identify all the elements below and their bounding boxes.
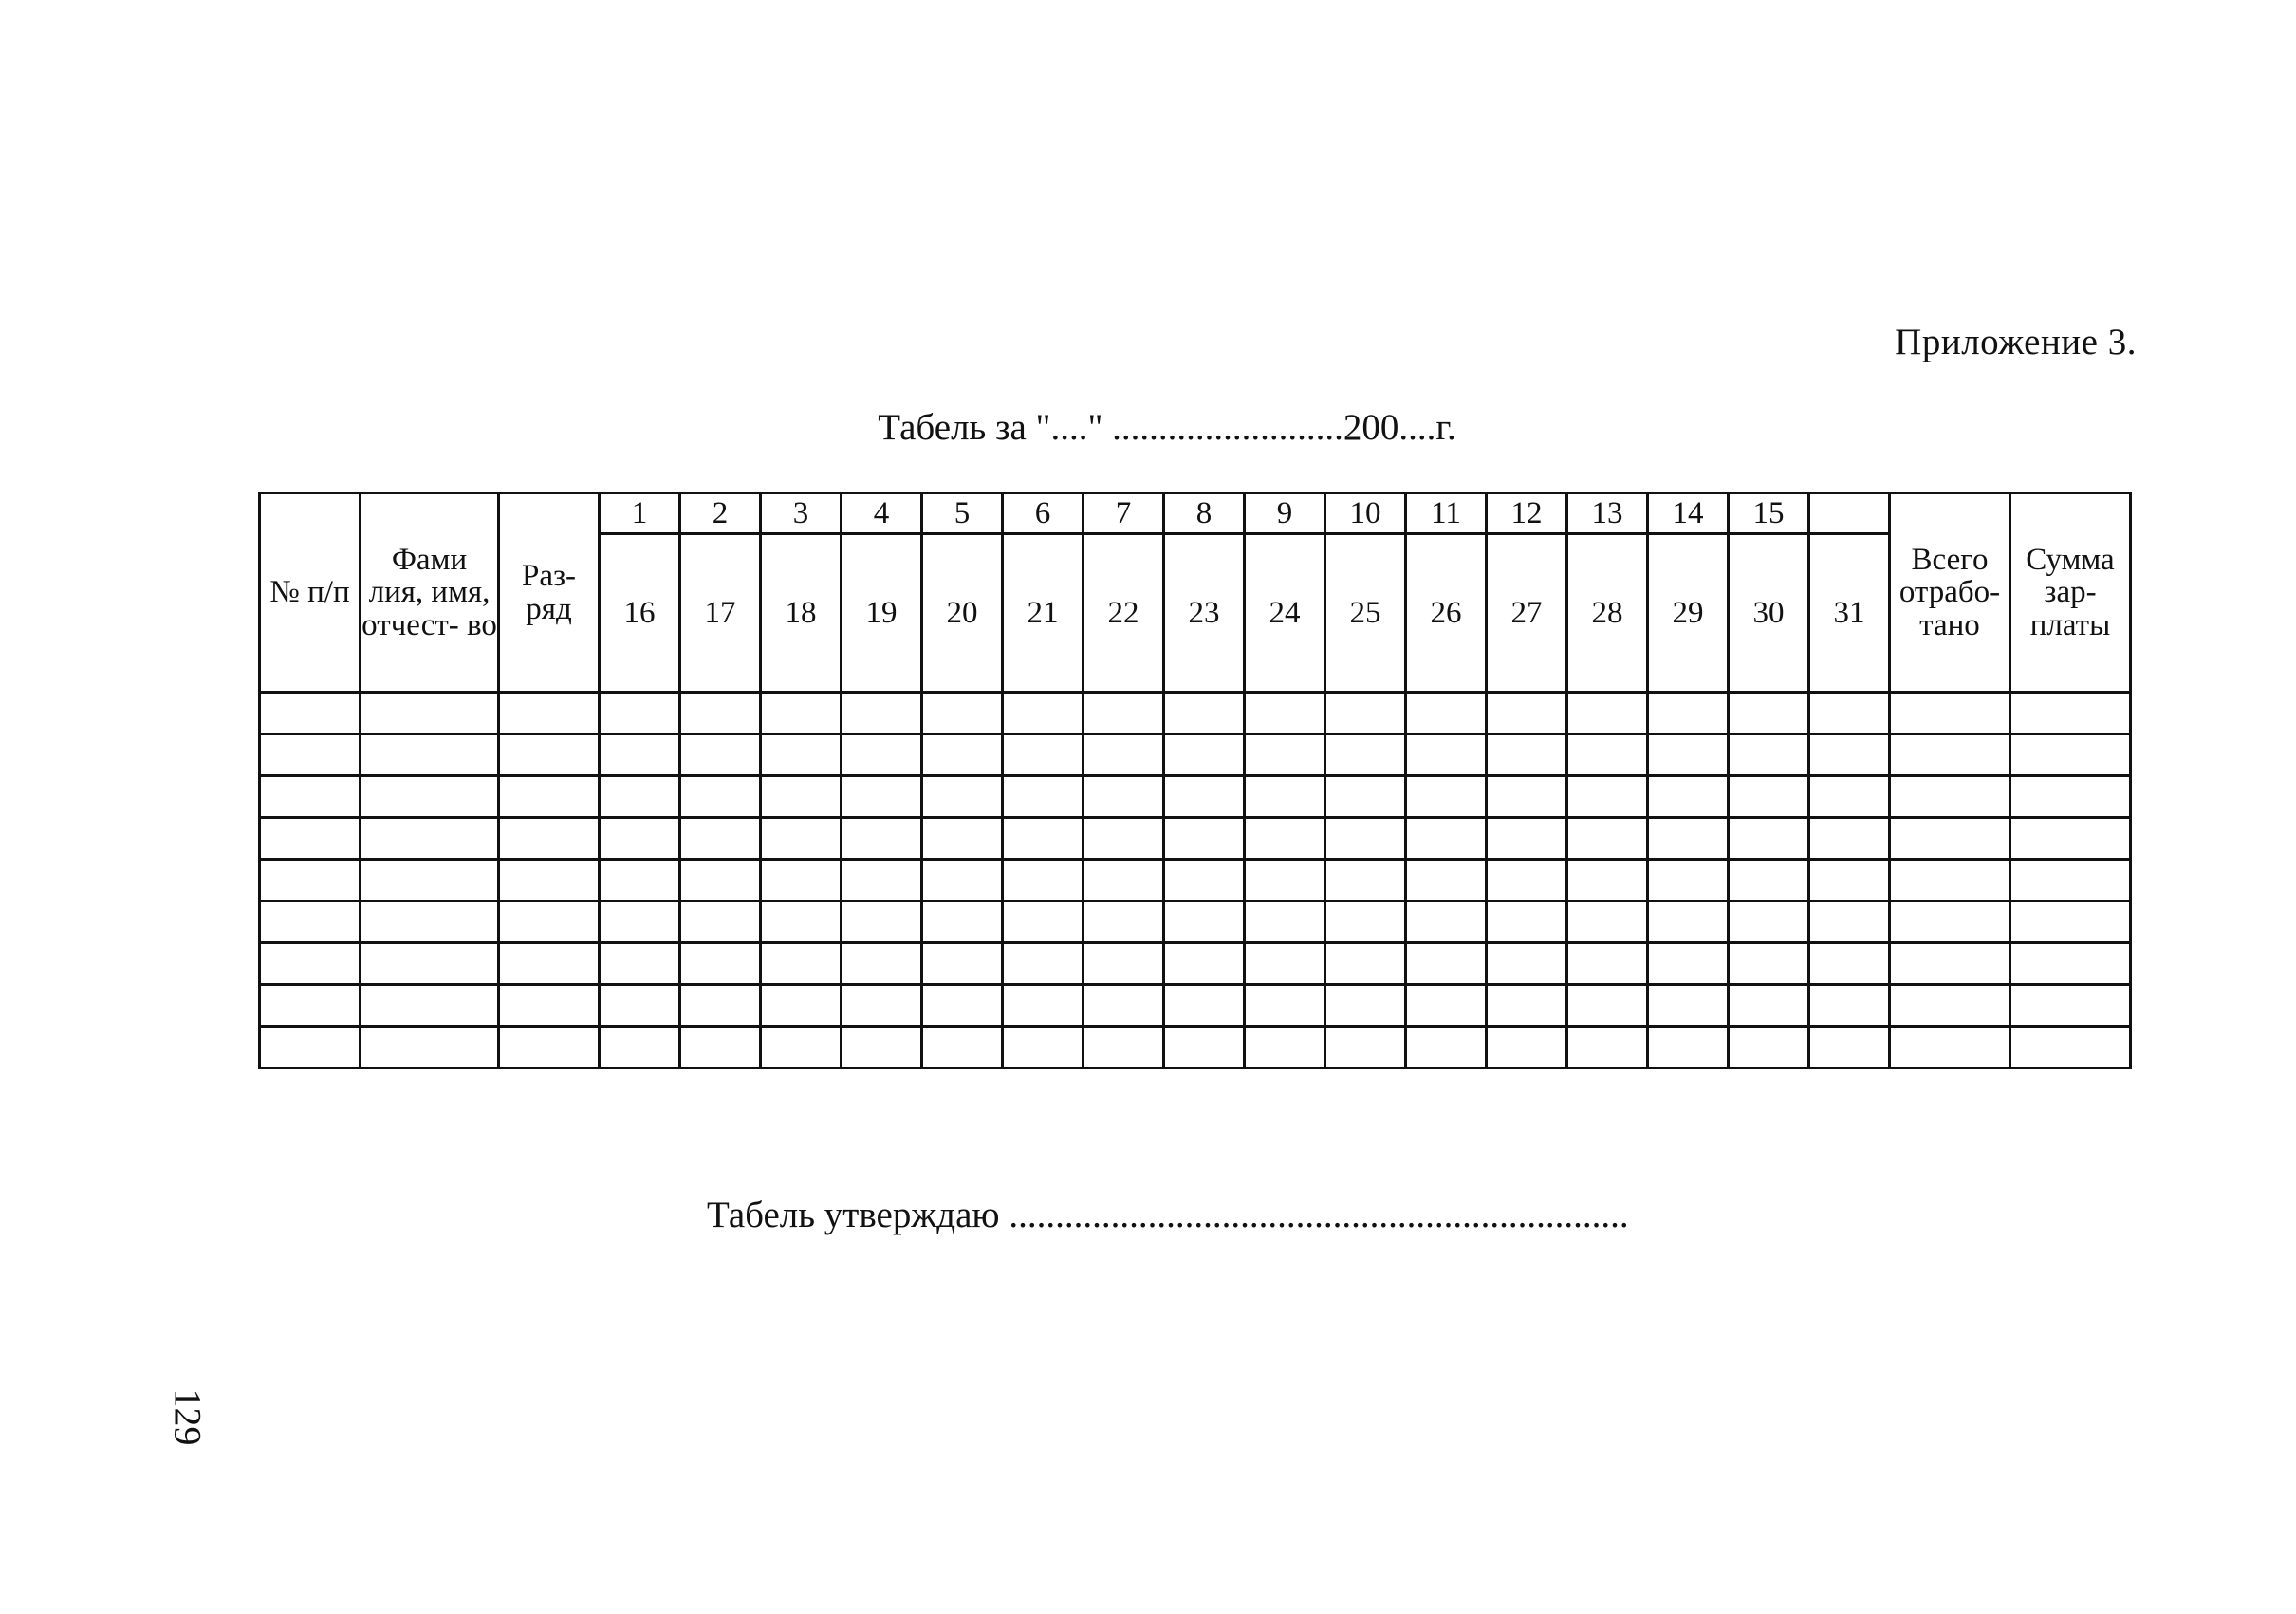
table-cell [761,776,842,818]
table-cell [260,1027,361,1068]
table-cell [1164,943,1245,985]
header-day: 26 [1406,534,1487,693]
table-cell [922,776,1003,818]
table-cell [761,818,842,860]
table-cell [600,985,680,1027]
table-cell [1809,985,1890,1027]
table-cell [1003,734,1083,776]
table-cell [761,943,842,985]
table-cell [1729,1027,1809,1068]
header-day: 4 [842,493,922,534]
table-cell [1809,943,1890,985]
table-cell [1083,860,1164,901]
table-cell [1648,693,1729,734]
header-day: 11 [1406,493,1487,534]
table-cell [1245,943,1325,985]
table-cell [1164,901,1245,943]
table-cell [1729,860,1809,901]
header-day: 24 [1245,534,1325,693]
table-cell [922,985,1003,1027]
table-cell [600,818,680,860]
header-day-empty [1809,493,1890,534]
table-cell [1567,818,1648,860]
table-cell [1729,901,1809,943]
table-cell [1164,734,1245,776]
table-cell [1325,693,1406,734]
table-cell [1567,985,1648,1027]
header-day: 9 [1245,493,1325,534]
timesheet-table [258,492,2132,1069]
table-row [260,943,2131,985]
table-cell [1406,1027,1487,1068]
table-cell [260,693,361,734]
table-cell [260,985,361,1027]
table-cell [1406,693,1487,734]
table-row [260,860,2131,901]
table-cell [1083,985,1164,1027]
table-cell [922,901,1003,943]
header-day: 6 [1003,493,1083,534]
table-cell [1890,776,2010,818]
header-day: 31 [1809,534,1890,693]
table-cell [1809,693,1890,734]
header-day: 28 [1567,534,1648,693]
table-cell [1487,693,1567,734]
table-cell [1003,860,1083,901]
header-day: 17 [680,534,761,693]
table-cell [1083,943,1164,985]
table-cell [2010,860,2131,901]
table-cell [600,776,680,818]
table-cell [680,1027,761,1068]
table-cell [1325,943,1406,985]
table-cell [680,860,761,901]
table-cell [842,693,922,734]
table-cell [1003,943,1083,985]
table-cell [1809,901,1890,943]
table-cell [680,901,761,943]
table-cell [361,1027,499,1068]
table-cell [842,985,922,1027]
table-cell [2010,1027,2131,1068]
table-cell [1083,901,1164,943]
table-cell [1487,860,1567,901]
table-cell [260,901,361,943]
table-cell [1809,1027,1890,1068]
table-cell [680,734,761,776]
table-cell [1245,985,1325,1027]
table-cell [260,776,361,818]
table-cell [1003,985,1083,1027]
table-cell [1245,818,1325,860]
table-cell [761,985,842,1027]
table-cell [499,901,600,943]
table-cell [1648,818,1729,860]
table-cell [1406,818,1487,860]
table-cell [260,734,361,776]
table-cell [1890,860,2010,901]
table-cell [1809,818,1890,860]
table-cell [761,901,842,943]
table-cell [761,860,842,901]
header-day: 12 [1487,493,1567,534]
page-number: 129 [166,1388,210,1446]
table-cell [2010,943,2131,985]
table-cell [600,901,680,943]
table-cell [361,693,499,734]
table-row [260,776,2131,818]
table-cell [1487,985,1567,1027]
table-cell [1325,901,1406,943]
table-cell [260,860,361,901]
table-cell [761,734,842,776]
table-cell [1729,985,1809,1027]
table-cell [1487,1027,1567,1068]
table-cell [1890,818,2010,860]
header-day: 1 [600,493,680,534]
table-cell [1487,818,1567,860]
table-cell [1567,860,1648,901]
table-cell [1164,693,1245,734]
table-cell [842,776,922,818]
table-cell [1648,776,1729,818]
table-cell [1406,734,1487,776]
table-cell [499,943,600,985]
table-cell [361,734,499,776]
table-cell [1809,860,1890,901]
header-rank: Раз- ряд [499,493,600,693]
table-cell [1003,693,1083,734]
table-cell [1245,776,1325,818]
table-cell [260,818,361,860]
table-cell [600,860,680,901]
table-cell [680,985,761,1027]
table-cell [922,734,1003,776]
table-cell [499,776,600,818]
table-cell [1487,943,1567,985]
table-cell [1164,860,1245,901]
table-cell [1325,1027,1406,1068]
table-cell [922,818,1003,860]
table-cell [499,860,600,901]
header-day: 25 [1325,534,1406,693]
table-cell [1164,818,1245,860]
table-cell [1890,985,2010,1027]
table-cell [1648,943,1729,985]
table-cell [922,693,1003,734]
header-day: 7 [1083,493,1164,534]
table-cell [1729,818,1809,860]
table-row [260,985,2131,1027]
table-cell [1083,776,1164,818]
table-cell [600,1027,680,1068]
table-cell [1245,693,1325,734]
table-cell [680,943,761,985]
table-cell [1003,776,1083,818]
table-cell [361,818,499,860]
table-cell [842,860,922,901]
header-day: 15 [1729,493,1809,534]
table-cell [1083,818,1164,860]
header-day: 18 [761,534,842,693]
table-cell [1567,901,1648,943]
table-cell [842,818,922,860]
table-cell [361,901,499,943]
table-cell [1003,818,1083,860]
table-cell [1729,943,1809,985]
table-cell [1648,860,1729,901]
table-cell [260,943,361,985]
table-cell [761,693,842,734]
table-cell [1890,1027,2010,1068]
table-cell [1406,776,1487,818]
header-day: 23 [1164,534,1245,693]
table-cell [2010,776,2131,818]
header-day: 5 [922,493,1003,534]
table-cell [1648,734,1729,776]
header-day: 3 [761,493,842,534]
table-cell [2010,818,2131,860]
table-cell [922,860,1003,901]
table-cell [1648,901,1729,943]
table-cell [361,943,499,985]
header-day: 8 [1164,493,1245,534]
table-cell [1245,734,1325,776]
table-cell [1003,1027,1083,1068]
table-cell [1567,943,1648,985]
header-day: 29 [1648,534,1729,693]
table-cell [1406,943,1487,985]
table-cell [1890,943,2010,985]
header-day: 20 [922,534,1003,693]
table-cell [680,818,761,860]
table-cell [1083,734,1164,776]
table-cell [842,943,922,985]
table-cell [1325,734,1406,776]
table-cell [1325,860,1406,901]
table-cell [600,943,680,985]
table-cell [1648,1027,1729,1068]
table-cell [922,1027,1003,1068]
table-cell [1567,776,1648,818]
table-cell [1325,985,1406,1027]
table-cell [1406,901,1487,943]
table-cell [761,1027,842,1068]
table-cell [1487,776,1567,818]
table-cell [1164,776,1245,818]
table-row [260,901,2131,943]
header-day: 16 [600,534,680,693]
table-cell [600,693,680,734]
table-cell [1567,1027,1648,1068]
header-salary-sum: Сумма зар- платы [2010,493,2131,693]
header-row-days-1-15 [260,493,2131,534]
header-day: 13 [1567,493,1648,534]
table-cell [1567,734,1648,776]
table-cell [1245,1027,1325,1068]
header-day: 19 [842,534,922,693]
table-cell [1890,693,2010,734]
header-day: 27 [1487,534,1567,693]
header-full-name: Фами лия, имя, отчест- во [361,493,499,693]
table-cell [499,693,600,734]
table-cell [361,860,499,901]
table-cell [1083,1027,1164,1068]
table-cell [1487,901,1567,943]
table-cell [1245,901,1325,943]
table-cell [361,985,499,1027]
table-cell [680,693,761,734]
table-cell [1648,985,1729,1027]
table-cell [1325,776,1406,818]
approval-line: Табель утверждаю ................................................................... [707,1195,1629,1235]
table-cell [1809,776,1890,818]
header-day: 21 [1003,534,1083,693]
header-row-number: № п/п [260,493,361,693]
table-cell [1809,734,1890,776]
header-day: 22 [1083,534,1164,693]
table-cell [1325,818,1406,860]
table-cell [499,985,600,1027]
table-row [260,818,2131,860]
table-cell [1164,985,1245,1027]
table-cell [1487,734,1567,776]
table-cell [499,734,600,776]
table-cell [2010,901,2131,943]
table-cell [1890,734,2010,776]
table-cell [1567,693,1648,734]
table-row [260,734,2131,776]
table-cell [1245,860,1325,901]
header-day: 2 [680,493,761,534]
table-cell [2010,734,2131,776]
table-cell [1083,693,1164,734]
table-cell [1003,901,1083,943]
header-day: 14 [1648,493,1729,534]
table-cell [2010,693,2131,734]
table-row [260,1027,2131,1068]
header-total-worked: Всего отрабо- тано [1890,493,2010,693]
table-cell [2010,985,2131,1027]
table-cell [1729,734,1809,776]
table-cell [1406,860,1487,901]
header-day: 30 [1729,534,1809,693]
table-cell [1890,901,2010,943]
table-cell [1729,693,1809,734]
header-day: 10 [1325,493,1406,534]
table-cell [922,943,1003,985]
timesheet-title: Табель за "...." .........................200....г. [878,407,1456,448]
table-cell [600,734,680,776]
table-cell [361,776,499,818]
table-row [260,693,2131,734]
table-cell [842,734,922,776]
table-cell [1406,985,1487,1027]
table-cell [680,776,761,818]
table-cell [1729,776,1809,818]
appendix-label: Приложение 3. [1895,322,2137,362]
table-cell [1164,1027,1245,1068]
table-cell [842,901,922,943]
table-cell [499,818,600,860]
table-cell [499,1027,600,1068]
table-cell [842,1027,922,1068]
